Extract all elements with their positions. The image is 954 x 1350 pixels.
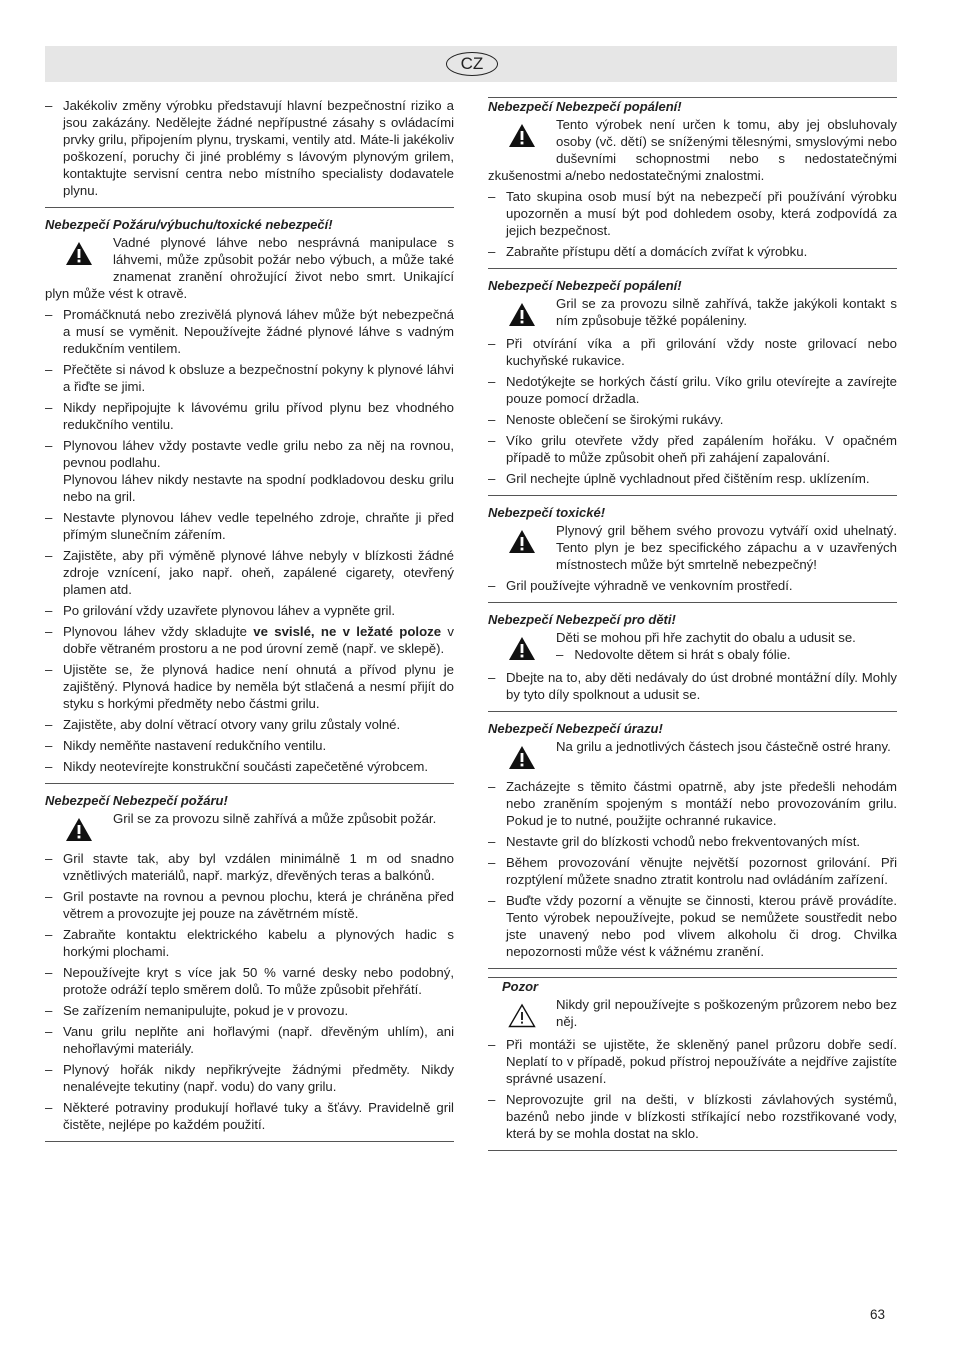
intro-section bbox=[45, 97, 454, 208]
list-item: – Zabraňte přístupu dětí a domácích zvířat k výrobku. bbox=[488, 244, 808, 259]
list-item: – Po grilování vždy uzavřete plynovou láhev a vypněte gril. bbox=[45, 603, 396, 618]
caution-triangle-outline-icon bbox=[488, 998, 556, 1032]
intro-list-item: – Nedovolte dětem si hrát s obaly fólie. bbox=[556, 647, 791, 662]
section-title: Nebezpečí Nebezpečí popálení! bbox=[488, 99, 682, 114]
list-item: – Nestavte gril do blízkosti vchodů nebo frekventovaných míst. bbox=[488, 834, 861, 849]
list-item: – Při otvírání víka a při grilování vždy noste grilovací nebo kuchyňské rukavice. bbox=[488, 336, 897, 368]
warning-triangle-icon bbox=[45, 812, 113, 846]
list-item: – Nestavte plynovou láhev vedle tepelného zdroje, chraňte ji před přímým slunečním zářením. bbox=[45, 510, 454, 542]
section-title: Nebezpečí Nebezpečí požáru! bbox=[45, 793, 228, 808]
list-item: – Vanu grilu neplňte ani hořlavými (např. dřevěným uhlím), ani nehořlavými materiály. bbox=[45, 1024, 454, 1056]
list-item: – Buďte vždy pozorní a věnujte se činnosti, kterou právě provádíte. Tento výrobek nepoužívejte, pokud se nemůžete soustředit nebo jste unavený nebo pod vlivem alkoholu či drog. Chvilka nepozornosti může vést k vážnému zranění. bbox=[488, 893, 897, 959]
list-item: – Promáčknutá nebo zrezivělá plynová láhev může být nebezpečná a musí se vyměnit. Nepoužívejte žádné plynové láhve s vadným redukčním ventilem. bbox=[45, 307, 454, 356]
list-item: – Některé potraviny produkují hořlavé tuky a šťávy. Pravidelně gril čistěte, nejlépe po každém použití. bbox=[45, 1100, 454, 1132]
section-title: Nebezpečí Nebezpečí úrazu! bbox=[488, 721, 663, 736]
list-item: – Během provozování věnujte největší pozornost grilování. Při rozptýlení můžete snadno ztratit kontrolu nad ovládáním zařízení. bbox=[488, 855, 897, 887]
warning-triangle-icon bbox=[488, 631, 556, 665]
fire-explosion-toxic-section bbox=[45, 216, 454, 784]
section-intro: Na grilu a jednotlivých částech jsou částečně ostré hrany. bbox=[488, 738, 897, 774]
list-item-note: Plynovou láhev nikdy nestavte na spodní podkladovou desku grilu nebo na gril. bbox=[63, 472, 454, 504]
section-title: Nebezpečí toxické! bbox=[488, 505, 606, 520]
list-item: – Gril stavte tak, aby byl vzdálen minimálně 1 m od snadno vznětlivých materiálů, např. markýz, dřevěných teras a balkónů. bbox=[45, 851, 454, 883]
section-intro: Gril se za provozu silně zahřívá, takže jakýkoli kontakt s ním způsobuje těžké popáleniny. bbox=[488, 295, 897, 331]
list-item: – Přečtěte si návod k obsluze a bezpečnostní pokyny k plynové láhvi a řiďte se jimi. bbox=[45, 362, 454, 394]
list-item: – Plynový hořák nikdy nepřikrývejte žádnými předměty. Nikdy nenalévejte tekutiny (např. vodu) do vany grilu. bbox=[45, 1062, 454, 1094]
section-intro: Nikdy gril nepoužívejte s poškozeným průzorem nebo bez něj. bbox=[488, 996, 897, 1032]
list-item: – Nepoužívejte kryt s více jak 50 % varné desky nebo podobný, protože odráží teplo směrem dolů. To může způsobit přehřátí. bbox=[45, 965, 454, 997]
section-intro: Vadné plynové láhve nebo nesprávná manipulace s láhvemi, může způsobit požár nebo výbuch, a může také znamenat zranění ohrožující život nebo smrt. Unikající plyn může vést k otravě. bbox=[45, 235, 454, 301]
list-item: – Nedotýkejte se horkých částí grilu. Víko grilu otevírejte a zavírejte pouze pomocí držadla. bbox=[488, 374, 897, 406]
section-intro: Tento výrobek není určen k tomu, aby jej obsluhovaly osoby (vč. dětí) se sníženými tělesnými, smyslovými nebo duševními schopnostmi nebo s nedostatečnými zkušenostmi a/nebo nedostatečnými znalostmi. bbox=[488, 117, 897, 183]
section-intro: Gril se za provozu silně zahřívá a může způsobit požár. bbox=[45, 810, 454, 846]
section-title: Nebezpečí Nebezpečí pro děti! bbox=[488, 612, 676, 627]
list-item: – Se zařízením nemanipulujte, pokud je v provozu. bbox=[45, 1003, 349, 1018]
burn-section bbox=[488, 277, 897, 496]
list-item: – Nikdy neotevírejte konstrukční součásti zapečetěné výrobcem. bbox=[45, 759, 429, 774]
warning-triangle-icon bbox=[488, 118, 556, 152]
section-intro: Plynový gril během svého provozu vytváří oxid uhelnatý. Tento plyn je bez specifického zápachu a v uzavřených místnostech může být smrtelně nebezpečný! bbox=[488, 522, 897, 573]
fire-section bbox=[45, 792, 454, 1142]
list-item: – Jakékoliv změny výrobku představují hlavní bezpečnostní riziko a jsou zakázány. Nedělejte žádné nepřípustné zásahy s ovládacími prvky grilu, připojením plynu, tryskami, ventily atd. Máte-li jakékoliv poškození, poruchy či jiné problémy s lávovým plynovým grilem, kontaktujte servisní centra nebo místního specialisty dodavatele plynu. bbox=[45, 98, 454, 198]
caution-section bbox=[488, 977, 897, 1151]
list-item: – Plynovou láhev vždy skladujte ve svislé, ne v ležaté poloze v dobře větraném prostoru a ne pod úrovní země (např. ve sklepě). bbox=[45, 624, 454, 656]
list-item: – Ujistěte se, že plynová hadice není ohnutá a přívod plynu je zajištěný. Plynová hadice by neměla být stlačená a nesmí přijít do styku s horkými předměty nebo částmi grilu. bbox=[45, 662, 454, 711]
list-item: – Zabraňte kontaktu elektrického kabelu a plynových hadic s horkými plochami. bbox=[45, 927, 454, 959]
injury-section bbox=[488, 720, 897, 969]
section-title: Nebezpečí Nebezpečí popálení! bbox=[488, 278, 682, 293]
left-column bbox=[45, 97, 454, 1150]
section-title: Nebezpečí Požáru/výbuchu/toxické nebezpečí! bbox=[45, 217, 333, 232]
list-item: – Nikdy neměňte nastavení redukčního ventilu. bbox=[45, 738, 327, 753]
toxic-section bbox=[488, 504, 897, 603]
section-title: Pozor bbox=[502, 979, 539, 994]
children-section bbox=[488, 611, 897, 712]
list-item: – Gril nechejte úplně vychladnout před čištěním resp. uklízením. bbox=[488, 471, 870, 486]
warning-triangle-icon bbox=[488, 297, 556, 331]
warning-triangle-icon bbox=[488, 524, 556, 558]
list-item: – Tato skupina osob musí být na nebezpečí při používání výrobku upozorněn a musí být pod dohledem osoby, která zodpovídá za jejich bezpečnost. bbox=[488, 189, 897, 238]
emphasis-text: ve svislé, ne v ležaté poloze bbox=[253, 624, 442, 639]
list-item: – Nikdy nepřipojujte k lávovému grilu přívod plynu bez vhodného redukčního ventilu. bbox=[45, 400, 454, 432]
list-item: – Zajistěte, aby dolní větrací otvory vany grilu zůstaly volné. bbox=[45, 717, 401, 732]
section-intro: Děti se mohou při hře zachytit do obalu a udusit se. – Nedovolte dětem si hrát s obaly fólie. bbox=[488, 629, 897, 665]
page-number: 63 bbox=[870, 1307, 886, 1322]
list-item: – Gril postavte na rovnou a pevnou plochu, která je chráněna před větrem a provozujte jej pouze na závětrném místě. bbox=[45, 889, 454, 921]
warning-triangle-icon bbox=[45, 236, 113, 270]
right-column bbox=[488, 97, 897, 1159]
list-item: – Zacházejte s těmito částmi opatrně, aby jste předešli nehodám nebo zraněním spojeným s montáží nebo provozováním grilu. Pokud je to nutné, použijte ochranné rukavice. bbox=[488, 779, 897, 828]
list-item: – Víko grilu otevřete vždy před zapálením hořáku. V opačném případě to může způsobit oheň při zahájení zapalování. bbox=[488, 433, 897, 465]
list-item: – Dbejte na to, aby děti nedávaly do úst drobné montážní díly. Mohly by tyto díly spolknout a udusit se. bbox=[488, 670, 897, 702]
list-item: – Nenoste oblečení se širokými rukávy. bbox=[488, 412, 724, 427]
list-item: – Zajistěte, aby při výměně plynové láhve nebyly v blízkosti žádné zdroje vznícení, jako např. oheň, zapálené cigarety, otevřený plamen atd. bbox=[45, 548, 454, 597]
list-item: – Plynovou láhev vždy postavte vedle grilu nebo za něj na rovnou, pevnou podlahu. Plynovou láhev nikdy nestavte na spodní podkladovou desku grilu nebo na gril. bbox=[45, 438, 454, 504]
list-item: – Neprovozujte gril na dešti, v blízkosti závlahových systémů, bazénů nebo jinde v blízkosti stříkající nebo rozstřikované vody, která by se mohla dostat na sklo. bbox=[488, 1092, 897, 1141]
language-badge: CZ bbox=[446, 52, 498, 76]
list-item: – Při montáži se ujistěte, že skleněný panel průzoru dobře sedí. Neplatí to v případě, pokud přístroj nepoužíváte a nejdříve zajistíte správné usazení. bbox=[488, 1037, 897, 1086]
burn-persons-section bbox=[488, 97, 897, 269]
list-item: – Gril používejte výhradně ve venkovním prostředí. bbox=[488, 578, 793, 593]
warning-triangle-icon bbox=[488, 740, 556, 774]
